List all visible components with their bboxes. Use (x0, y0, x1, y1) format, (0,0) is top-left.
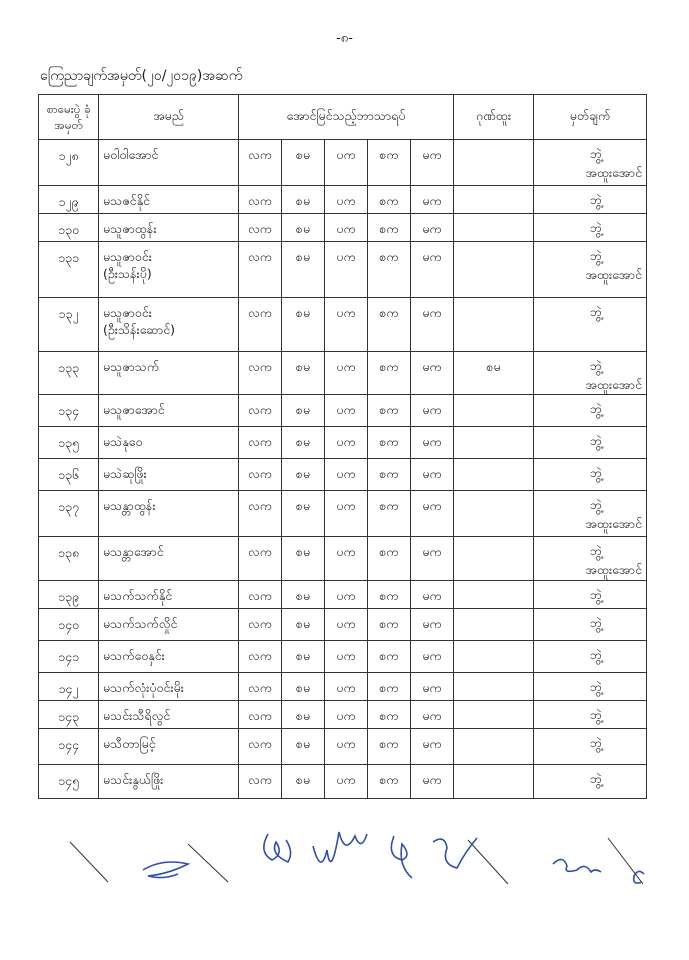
name-cell: မဝါဝါအောင် (99, 140, 239, 186)
subject-cell: စက (368, 673, 411, 701)
subject-cell: လက (239, 537, 282, 581)
subject-cell: စမ (282, 609, 325, 641)
table-row (39, 395, 647, 427)
serial-cell: ၁၂၉ (39, 186, 99, 214)
subject-cell: စမ (282, 352, 325, 395)
serial-cell: ၁၃၇ (39, 491, 99, 537)
subject-cell: လက (239, 214, 282, 242)
subject-cell: စက (368, 298, 411, 352)
subject-cell: စမ (282, 701, 325, 729)
subject-cell: မက (411, 581, 454, 609)
table-row (39, 673, 647, 701)
subject-cell: စက (368, 427, 411, 459)
remark-degree: ဘွဲ့ (589, 248, 603, 263)
subject-cell: ပက (325, 701, 368, 729)
subject-cell: စက (368, 641, 411, 673)
subject-cell: လက (239, 395, 282, 427)
subject-cell: မက (411, 395, 454, 427)
table-row (39, 765, 647, 799)
subject-cell: စက (368, 729, 411, 765)
table-row (39, 701, 647, 729)
subject-cell: စက (368, 537, 411, 581)
subject-cell: ပက (325, 537, 368, 581)
subject-cell: ပက (325, 641, 368, 673)
name-cell: မသင်းနွယ်ဖြိုး (99, 765, 239, 799)
table-row (39, 352, 647, 395)
remark-cell (534, 186, 647, 214)
subject-cell: စက (368, 491, 411, 537)
subject-cell: စမ (282, 641, 325, 673)
document-heading: ကြေညာချက်အမှတ်(၂၀/၂၀၁၉)အဆက် (40, 68, 243, 84)
subject-cell: မက (411, 491, 454, 537)
remark-cell (534, 673, 647, 701)
subject-cell: မက (411, 673, 454, 701)
serial-cell: ၁၄၀ (39, 609, 99, 641)
name-cell: မသက်လုံးပုံဝင်းမိုး (99, 673, 239, 701)
distinction-cell (454, 214, 534, 242)
remark-cell (534, 298, 647, 352)
name-cell: မသီတာမြင့် (99, 729, 239, 765)
subject-cell: စမ (282, 140, 325, 186)
serial-cell: ၁၃၉ (39, 581, 99, 609)
divider-line (188, 844, 228, 882)
name-cell: မသူဇာထွန်း (99, 214, 239, 242)
remark-cell (534, 395, 647, 427)
subject-cell: စက (368, 395, 411, 427)
distinction-cell (454, 673, 534, 701)
subject-cell: ပက (325, 581, 368, 609)
table-row (39, 214, 647, 242)
subject-cell: စမ (282, 395, 325, 427)
header-serial: စာမေးပွဲ ခုံအမှတ် (39, 95, 99, 140)
distinction-cell (454, 729, 534, 765)
remark-honours: အထူးအောင် (585, 562, 643, 577)
subject-cell: စက (368, 609, 411, 641)
remark-degree: ဘွဲ့ (589, 220, 603, 235)
serial-cell: ၁၄၁ (39, 641, 99, 673)
subject-cell: ပက (325, 673, 368, 701)
signature-7 (634, 871, 644, 883)
table-row (39, 186, 647, 214)
serial-cell: ၁၂၈ (39, 140, 99, 186)
subject-cell: စမ (282, 491, 325, 537)
remark-cell (534, 537, 647, 581)
subject-cell: မက (411, 298, 454, 352)
signature-1 (143, 862, 188, 878)
subject-cell: စက (368, 186, 411, 214)
remark-cell (534, 427, 647, 459)
subject-cell: လက (239, 491, 282, 537)
distinction-cell (454, 765, 534, 799)
signature-6 (553, 859, 601, 872)
remark-degree: ဘွဲ့ (589, 735, 603, 750)
subject-cell: လက (239, 298, 282, 352)
remark-cell (534, 214, 647, 242)
serial-cell: ၁၃၈ (39, 537, 99, 581)
subject-cell: မက (411, 186, 454, 214)
subject-cell: ပက (325, 214, 368, 242)
remark-degree: ဘွဲ့ (589, 771, 603, 786)
subject-cell: စက (368, 140, 411, 186)
remark-honours: အထူးအောင် (585, 377, 643, 392)
remark-degree: ဘွဲ့ (589, 304, 603, 319)
name-cell: မသက်ဝေနှင်း (99, 641, 239, 673)
page-number: -၈- (336, 31, 353, 46)
remark-cell (534, 701, 647, 729)
subject-cell: မက (411, 214, 454, 242)
subject-cell: လက (239, 186, 282, 214)
subject-cell: လက (239, 352, 282, 395)
remark-degree: ဘွဲ့ (589, 358, 603, 373)
distinction-cell (454, 186, 534, 214)
table-row (39, 491, 647, 537)
distinction-cell (454, 395, 534, 427)
signature-3 (313, 832, 367, 862)
subject-cell: လက (239, 459, 282, 491)
subject-cell: စမ (282, 673, 325, 701)
remark-degree: ဘွဲ့ (589, 679, 603, 694)
remark-cell (534, 140, 647, 186)
distinction-cell (454, 581, 534, 609)
signature-row (38, 822, 646, 922)
subject-cell: စမ (282, 214, 325, 242)
subject-cell: မက (411, 609, 454, 641)
remark-honours: အထူးအောင် (585, 267, 643, 282)
subject-cell: ပက (325, 242, 368, 298)
serial-cell: ၁၃၁ (39, 242, 99, 298)
distinction-cell (454, 641, 534, 673)
serial-cell: ၁၃၂ (39, 298, 99, 352)
signature-2 (264, 834, 291, 862)
subject-cell: လက (239, 140, 282, 186)
subject-cell: လက (239, 427, 282, 459)
remark-honours: အထူးအောင် (585, 516, 643, 531)
subject-cell: ပက (325, 352, 368, 395)
remark-cell (534, 491, 647, 537)
subject-cell: စမ (282, 242, 325, 298)
name-cell: မသဲနုဝေ (99, 427, 239, 459)
header-distinction: ဂုဏ်ထူး (454, 95, 534, 140)
divider-line (468, 840, 508, 884)
subject-cell: စမ (282, 537, 325, 581)
serial-cell: ၁၃၄ (39, 395, 99, 427)
serial-cell: ၁၄၅ (39, 765, 99, 799)
subject-cell: ပက (325, 298, 368, 352)
subject-cell: မက (411, 140, 454, 186)
name-cell: မသက်သက်နိုင် (99, 581, 239, 609)
table-row (39, 298, 647, 352)
subject-cell: မက (411, 537, 454, 581)
subject-cell: မက (411, 641, 454, 673)
remark-cell (534, 765, 647, 799)
divider-line (608, 838, 643, 884)
remark-degree: ဘွဲ့ (589, 433, 603, 448)
distinction-cell (454, 140, 534, 186)
name-cell: မသူဇာဝင်း (ဦးသိန်းဆောင်) (99, 298, 239, 352)
subject-cell: မက (411, 427, 454, 459)
name-cell: မသဇင်နိုင် (99, 186, 239, 214)
distinction-cell (454, 701, 534, 729)
subject-cell: စမ (282, 765, 325, 799)
header-name: အမည် (99, 95, 239, 140)
subject-cell: ပက (325, 609, 368, 641)
subject-cell: လက (239, 641, 282, 673)
subject-cell: စက (368, 701, 411, 729)
subject-cell: ပက (325, 765, 368, 799)
remark-cell (534, 729, 647, 765)
table-row (39, 581, 647, 609)
header-subjects: အောင်မြင်သည့်ဘာသာရပ် (239, 95, 454, 140)
signatures (143, 832, 644, 883)
remark-degree: ဘွဲ့ (589, 615, 603, 630)
table-header-row (39, 95, 647, 140)
results-table (38, 94, 647, 799)
subject-cell: မက (411, 729, 454, 765)
subject-cell: ပက (325, 459, 368, 491)
remark-honours: အထူးအောင် (585, 165, 643, 180)
distinction-cell (454, 537, 534, 581)
distinction-cell (454, 427, 534, 459)
remark-degree: ဘွဲ့ (589, 587, 603, 602)
name-cell: မသူဇာအောင် (99, 395, 239, 427)
subject-cell: ပက (325, 186, 368, 214)
subject-cell: မက (411, 765, 454, 799)
subject-cell: စမ (282, 298, 325, 352)
table-row (39, 609, 647, 641)
remark-degree: ဘွဲ့ (589, 192, 603, 207)
subject-cell: ပက (325, 491, 368, 537)
remark-cell (534, 641, 647, 673)
remark-degree: ဘွဲ့ (589, 647, 603, 662)
distinction-cell (454, 298, 534, 352)
remark-degree: ဘွဲ့ (589, 497, 603, 512)
subject-cell: လက (239, 765, 282, 799)
table-row (39, 641, 647, 673)
subject-cell: စမ (282, 427, 325, 459)
distinction-cell (454, 242, 534, 298)
name-cell: မသင်းသီရိလွင် (99, 701, 239, 729)
table-row (39, 729, 647, 765)
remark-cell (534, 242, 647, 298)
subject-cell: စက (368, 459, 411, 491)
name-cell: မသူဇာသက် (99, 352, 239, 395)
table-row (39, 459, 647, 491)
name-cell: မသဲဆုဖြိုး (99, 459, 239, 491)
remark-degree: ဘွဲ့ (589, 401, 603, 416)
subject-cell: မက (411, 242, 454, 298)
subject-cell: စက (368, 352, 411, 395)
signature-4 (391, 836, 412, 878)
signature-lines (38, 822, 646, 922)
table-row (39, 242, 647, 298)
name-cell: မသက်သက်လှိုင် (99, 609, 239, 641)
remark-cell (534, 459, 647, 491)
remark-degree: ဘွဲ့ (589, 543, 603, 558)
serial-cell: ၁၃၅ (39, 427, 99, 459)
subject-cell: စက (368, 242, 411, 298)
subject-cell: မက (411, 701, 454, 729)
subject-cell: လက (239, 242, 282, 298)
name-cell: မသူဇာဝင်း (ဦးသန်းပို) (99, 242, 239, 298)
subject-cell: မက (411, 352, 454, 395)
subject-cell: ပက (325, 395, 368, 427)
subject-cell: လက (239, 729, 282, 765)
serial-cell: ၁၄၃ (39, 701, 99, 729)
table-row (39, 537, 647, 581)
distinction-cell: စမ (454, 352, 534, 395)
distinction-cell (454, 609, 534, 641)
subject-cell: မက (411, 459, 454, 491)
remark-degree: ဘွဲ့ (589, 465, 603, 480)
subject-cell: လက (239, 673, 282, 701)
subject-cell: ပက (325, 427, 368, 459)
serial-cell: ၁၃၀ (39, 214, 99, 242)
serial-cell: ၁၄၂ (39, 673, 99, 701)
distinction-cell (454, 459, 534, 491)
remark-cell (534, 581, 647, 609)
remark-degree: ဘွဲ့ (589, 146, 603, 161)
serial-cell: ၁၃၆ (39, 459, 99, 491)
serial-cell: ၁၄၄ (39, 729, 99, 765)
divider-line (70, 842, 108, 882)
subject-cell: စမ (282, 459, 325, 491)
subject-cell: စက (368, 581, 411, 609)
subject-cell: စက (368, 214, 411, 242)
table-row (39, 427, 647, 459)
subject-cell: ပက (325, 729, 368, 765)
subject-cell: စမ (282, 581, 325, 609)
subject-cell: ပက (325, 140, 368, 186)
subject-cell: လက (239, 581, 282, 609)
subject-cell: လက (239, 701, 282, 729)
table-row (39, 140, 647, 186)
header-remark: မှတ်ချက် (534, 95, 647, 140)
distinction-cell (454, 491, 534, 537)
serial-cell: ၁၃၃ (39, 352, 99, 395)
remark-cell (534, 352, 647, 395)
remark-degree: ဘွဲ့ (589, 707, 603, 722)
name-cell: မသန္တာအောင် (99, 537, 239, 581)
subject-cell: စမ (282, 729, 325, 765)
subject-cell: လက (239, 609, 282, 641)
remark-cell (534, 609, 647, 641)
subject-cell: စမ (282, 186, 325, 214)
subject-cell: စက (368, 765, 411, 799)
table-body (39, 140, 647, 799)
name-cell: မသန္တာထွန်း (99, 491, 239, 537)
